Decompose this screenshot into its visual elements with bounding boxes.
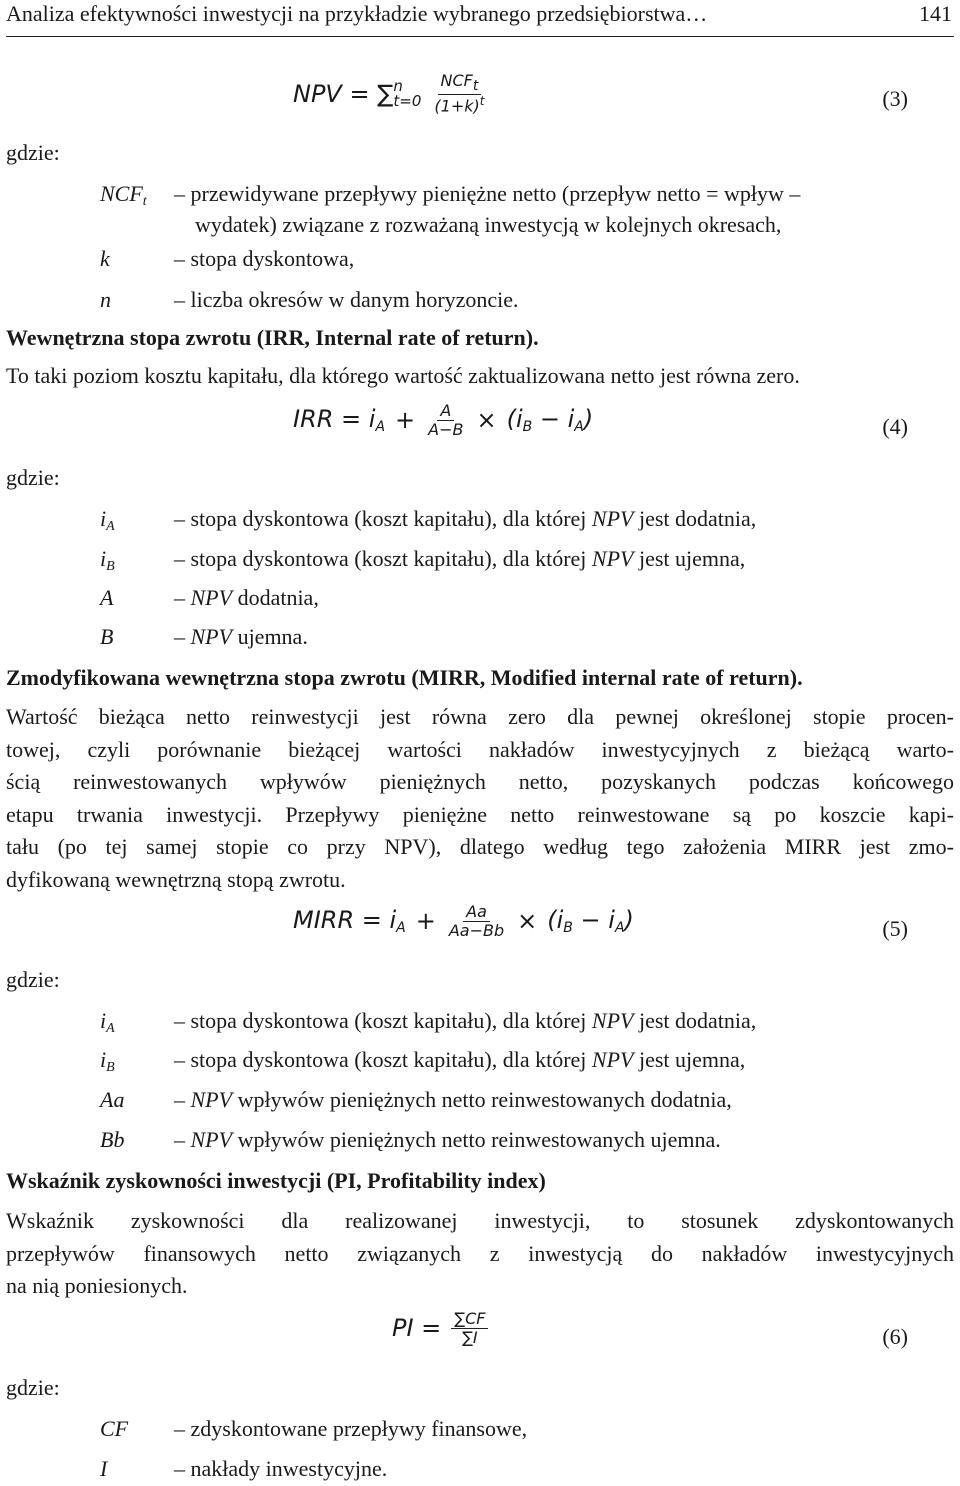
eq4-lhs-sub: A	[375, 419, 386, 436]
def5-text-ib	[174, 1047, 745, 1073]
eq5-paren-open: (i	[547, 906, 564, 935]
eq4-ia-sub: A	[574, 419, 584, 436]
gdzie-label-4: gdzie:	[6, 465, 60, 490]
def5-text-aa	[174, 1087, 732, 1113]
header-title: Analiza efektywności inwestycji na przykładzie wybranego przedsiębiorstwa…	[6, 1, 708, 26]
def5-bb-after: wpływów pieniężnych netto reinwestowanych ujemna.	[232, 1127, 721, 1152]
eq6-fraction	[451, 1310, 488, 1346]
mirr-paragraph	[6, 701, 954, 896]
def5-bb-before: –	[174, 1127, 191, 1152]
def4-a-npv: NPV	[190, 585, 233, 610]
def4-ib-sub: B	[106, 559, 115, 574]
eq4-fraction	[425, 402, 466, 438]
def3-symbol-ncf	[100, 181, 147, 210]
eq3-sum-upper: n	[393, 76, 403, 95]
pi-line: na nią poniesionych.	[6, 1273, 188, 1298]
def6-text-i: – nakłady inwestycyjne.	[174, 1456, 388, 1481]
def4-symbol-ia	[100, 506, 115, 535]
eq4-paren-open: (i	[506, 405, 523, 434]
def5-aa-after: wpływów pieniężnych netto reinwestowanych dodatnia,	[232, 1087, 732, 1112]
def6-symbol-cf: CF	[100, 1416, 129, 1441]
eq6-number: (6)	[882, 1324, 908, 1349]
eq3-den-text: (1+k)	[434, 96, 480, 116]
def4-ib-npv: NPV	[591, 546, 634, 571]
def4-b-npv: NPV	[190, 624, 233, 649]
irr-text: To taki poziom kosztu kapitału, dla którego wartość zaktualizowana netto jest równa zero.	[6, 363, 800, 388]
running-header	[6, 0, 954, 37]
def5-symbol-aa: Aa	[100, 1087, 125, 1112]
mirr-line: Wartość bieżąca netto reinwestycji jest równa zero dla pewnej określonej stopie procen-	[6, 704, 954, 729]
eq5-paren-close: )	[624, 906, 634, 935]
eq3-sum-lower: t=0	[393, 91, 422, 110]
eq4-lhs-text: IRR = i	[293, 405, 376, 434]
def5-ia-text: i	[100, 1008, 107, 1033]
eq3-number: (3)	[882, 86, 908, 111]
eq5-denominator: Aa−Bb	[448, 920, 505, 940]
def4-ib-before: – stopa dyskontowa (koszt kapitału), dla której	[174, 546, 592, 571]
def3-text-ncf-2: wydatek) związane z rozważaną inwestycją w kolejnych okresach,	[195, 212, 782, 237]
def5-ib-sub: B	[106, 1060, 115, 1075]
def4-ia-sub: A	[106, 519, 115, 534]
def4-ia-after: jest dodatnia,	[633, 506, 757, 531]
def5-ib-text: i	[100, 1047, 107, 1072]
eq6-lhs: PI =	[392, 1314, 442, 1343]
def5-ia-after: jest dodatnia,	[633, 1008, 757, 1033]
mirr-line: etapu trwania inwestycji. Przepływy pieniężne netto reinwestowane są po koszcie kapi-	[6, 801, 954, 827]
def4-ia-before: – stopa dyskontowa (koszt kapitału), dla której	[174, 506, 592, 531]
def4-text-a	[174, 585, 319, 611]
eq5-fraction	[446, 903, 507, 939]
def5-symbol-ia	[100, 1008, 115, 1037]
def3-text-k: – stopa dyskontowa,	[174, 246, 355, 271]
def6-symbol-i: I	[100, 1456, 108, 1481]
def4-text-ib	[174, 546, 745, 572]
def5-symbol-bb: Bb	[100, 1127, 125, 1152]
def3-text-ncf-1: – przewidywane przepływy pieniężne netto (przepływ netto = wpływ –	[174, 181, 801, 206]
eq5-i: i	[608, 906, 615, 935]
eq5-paren	[547, 906, 634, 936]
def4-b-after: ujemna.	[232, 624, 308, 649]
def5-aa-before: –	[174, 1087, 191, 1112]
eq4-i: i	[567, 405, 575, 434]
def5-ia-sub: A	[106, 1021, 115, 1036]
eq5-ia-sub: A	[614, 920, 625, 937]
equation-npv	[293, 72, 487, 115]
eq4-denominator: A−B	[428, 419, 464, 439]
def4-ia-text: i	[100, 506, 107, 531]
eq5-number: (5)	[882, 916, 908, 941]
def4-ia-npv: NPV	[591, 506, 634, 531]
def5-symbol-ib	[100, 1047, 115, 1076]
pi-paragraph	[6, 1205, 954, 1303]
eq5-lhs-sub: A	[396, 920, 406, 937]
def3-text-n: – liczba okresów w danym horyzoncie.	[174, 287, 519, 312]
eq5-numerator: Aa	[463, 903, 490, 922]
gdzie-label-3: gdzie:	[6, 140, 60, 165]
def4-ib-text: i	[100, 546, 107, 571]
def3-symbol-k: k	[100, 246, 110, 271]
gdzie-label-6: gdzie:	[6, 1375, 60, 1400]
mirr-line: dyfikowaną wewnętrzną stopą zwrotu.	[6, 866, 346, 892]
eq3-num-sub: t	[472, 78, 479, 94]
def5-text-bb	[174, 1127, 721, 1153]
eq4-ib-sub: B	[522, 419, 533, 436]
def5-ia-npv: NPV	[591, 1008, 634, 1033]
eq4-paren	[507, 405, 594, 435]
eq5-plus: +	[415, 907, 436, 936]
eq4-number: (4)	[882, 414, 908, 439]
pi-heading: Wskaźnik zyskowności inwestycji (PI, Profitability index)	[6, 1168, 546, 1193]
eq6-denominator: ∑I	[462, 1327, 478, 1347]
equation-pi	[392, 1310, 488, 1346]
eq3-lhs: NPV = ∑	[293, 79, 394, 108]
eq5-times: ×	[517, 907, 538, 936]
def6-text-cf: – zdyskontowane przepływy finansowe,	[174, 1416, 528, 1441]
def5-aa-npv: NPV	[190, 1087, 233, 1112]
eq5-minus: −	[580, 906, 601, 935]
page-number: 141	[919, 1, 952, 26]
irr-heading: Wewnętrzna stopa zwrotu (IRR, Internal rate of return).	[6, 325, 539, 350]
equation-mirr	[293, 903, 634, 939]
def3-sym-text: NCF	[100, 181, 143, 206]
def4-a-after: dodatnia,	[232, 585, 319, 610]
eq4-times: ×	[476, 406, 497, 435]
eq3-den-sup: t	[479, 94, 485, 109]
eq3-sum-limits	[393, 76, 422, 110]
pi-line: Wskaźnik zyskowności dla realizowanej inwestycji, to stosunek zdyskontowanych	[6, 1208, 954, 1233]
def5-bb-npv: NPV	[190, 1127, 233, 1152]
eq3-denominator	[431, 95, 487, 115]
eq3-num-text: NCF	[440, 71, 473, 90]
def4-text-b	[174, 624, 308, 650]
def3-symbol-n: n	[100, 287, 111, 312]
def4-ib-after: jest ujemna,	[633, 546, 746, 571]
eq5-lhs	[293, 906, 406, 936]
def4-b-before: –	[174, 624, 191, 649]
eq5-lhs-text: MIRR = i	[293, 906, 397, 935]
def4-text-ia	[174, 506, 756, 532]
def4-a-before: –	[174, 585, 191, 610]
def5-ib-after: jest ujemna,	[633, 1047, 746, 1072]
eq4-plus: +	[395, 406, 416, 435]
def5-ib-npv: NPV	[591, 1047, 634, 1072]
eq4-paren-close: )	[583, 405, 594, 434]
def5-ib-before: – stopa dyskontowa (koszt kapitału), dla której	[174, 1047, 592, 1072]
def4-symbol-ib	[100, 546, 115, 575]
eq5-ib-sub: B	[563, 920, 573, 937]
mirr-line: tału (po tej samej stopie co przy NPV), dlatego według tego założenia MIRR jest zmo-	[6, 834, 954, 859]
def4-symbol-b: B	[100, 624, 114, 649]
def3-sym-sub: t	[142, 194, 147, 209]
mirr-heading: Zmodyfikowana wewnętrzna stopa zwrotu (MIRR, Modified internal rate of return).	[6, 665, 803, 690]
pi-line: przepływów finansowych netto związanych z inwestycją do nakładów inwestycyjnych	[6, 1240, 954, 1266]
eq4-numerator: A	[437, 402, 454, 421]
def4-symbol-a: A	[100, 585, 114, 610]
mirr-line: towej, czyli porównanie bieżącej wartości nakładów inwestycyjnych z bieżącą warto-	[6, 736, 954, 762]
def5-text-ia	[174, 1008, 756, 1034]
eq6-numerator: ∑CF	[451, 1310, 488, 1329]
equation-irr	[293, 402, 593, 438]
gdzie-label-5: gdzie:	[6, 967, 60, 992]
eq4-minus: −	[539, 405, 560, 434]
eq3-fraction	[431, 72, 487, 115]
eq4-lhs	[293, 405, 385, 435]
mirr-line: ścią reinwestowanych wpływów pieniężnych netto, pozyskanych podczas końcowego	[6, 769, 954, 794]
def5-ia-before: – stopa dyskontowa (koszt kapitału), dla której	[174, 1008, 592, 1033]
eq3-numerator	[438, 72, 482, 95]
